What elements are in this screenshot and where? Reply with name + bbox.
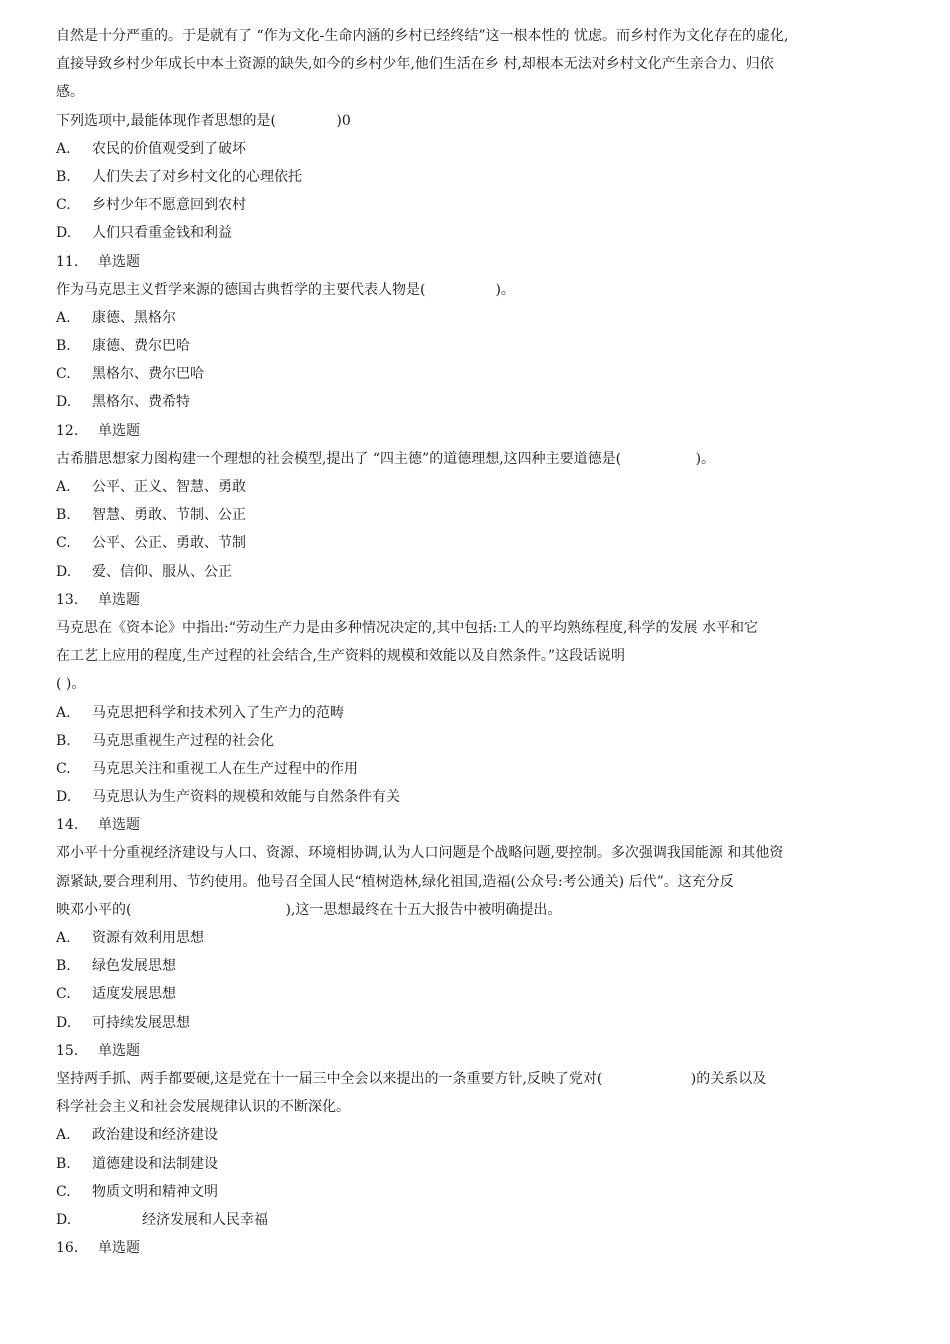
question-header (56, 811, 898, 839)
question-12 (56, 417, 898, 586)
question-number: 13. (56, 591, 79, 608)
option-b: B. 人们失去了对乡村文化的心理依托 (56, 168, 302, 185)
question-16 (56, 1234, 898, 1262)
question-13 (56, 586, 898, 812)
option-c: C. 黑格尔、费尔巴哈 (56, 366, 204, 383)
option-d: D. 爱、信仰、服从、公正 (56, 563, 232, 580)
option-b: B. 绿色发展思想 (56, 958, 176, 975)
question-stem: 在工艺上应用的程度,生产过程的社会结合,生产资料的规模和效能以及自然条件。”这段话说明 (56, 648, 626, 665)
question-header (56, 248, 898, 276)
option-c: C. 乡村少年不愿意回到农村 (56, 197, 246, 214)
question-stem: 映邓小平的( ),这一思想最终在十五大报告中被明确提出。 (56, 901, 562, 918)
question-14 (56, 811, 898, 1037)
option-a: A. 马克思把科学和技术列入了生产力的范畴 (56, 704, 344, 721)
option-d: D. 可持续发展思想 (56, 1014, 190, 1031)
question-header (56, 417, 898, 445)
passage-line: 感。 (56, 84, 84, 101)
passage-line: 直接导致乡村少年成长中本土资源的缺失,如今的乡村少年,他们生活在乡 村,却根本无法对乡村文化产生亲合力、归依 (56, 56, 774, 73)
option-d: D. 经济发展和人民幸福 (56, 1211, 268, 1228)
question-number: 12. (56, 422, 79, 439)
question-stem: 源紧缺,要合理利用、节约使用。他号召全国人民“植树造林,绿化祖国,造福(公众号:考公通关) 后代”。这充分反 (56, 873, 734, 890)
option-c: C. 公平、公正、勇敢、节制 (56, 535, 246, 552)
question-stem: 作为马克思主义哲学来源的德国古典哲学的主要代表人物是( )。 (56, 281, 515, 298)
question-stem: 下列选项中,最能体现作者思想的是( )0 (56, 112, 351, 129)
option-c: C. 适度发展思想 (56, 986, 176, 1003)
question-stem: 马克思在《资本论》中指出:“劳动生产力是由多种情况决定的,其中包括:工人的平均熟练程度,科学的发展 水平和它 (56, 619, 758, 636)
question-header (56, 586, 898, 614)
question-header (56, 1037, 898, 1065)
option-c: C. 物质文明和精神文明 (56, 1183, 218, 1200)
question-15 (56, 1037, 898, 1234)
question-stem: ( )。 (56, 676, 86, 693)
question-header (56, 1234, 898, 1262)
option-b: B. 智慧、勇敢、节制、公正 (56, 507, 246, 524)
question-type: 单选题 (98, 591, 140, 608)
question-type: 单选题 (98, 817, 140, 834)
option-a: A. 资源有效利用思想 (56, 930, 204, 946)
passage-line: 自然是十分严重的。于是就有了 “作为文化-生命内涵的乡村已经终结”这一根本性的 忧虑。而乡村作为文化存在的虚化, (56, 28, 789, 44)
question-stem: 坚持两手抓、两手都要硬,这是党在十一届三中全会以来提出的一条重要方针,反映了党对( )的关系以及 (56, 1070, 767, 1087)
question-type: 单选题 (98, 422, 140, 439)
question-10 (56, 22, 898, 248)
option-a: A. 政治建设和经济建设 (56, 1127, 218, 1144)
option-b: B. 康德、费尔巴哈 (56, 338, 190, 355)
option-a: A. 公平、正义、智慧、勇敢 (56, 479, 246, 495)
option-a: A. 康德、黑格尔 (56, 309, 176, 326)
option-d: D. 人们只看重金钱和利益 (56, 225, 232, 242)
option-a: A. 农民的价值观受到了破坏 (56, 140, 246, 157)
exam-page (56, 22, 898, 1262)
question-11 (56, 248, 898, 417)
option-c: C. 马克思关注和重视工人在生产过程中的作用 (56, 760, 358, 777)
question-number: 15. (56, 1042, 79, 1059)
option-b: B. 道德建设和法制建设 (56, 1155, 218, 1172)
question-stem: 邓小平十分重视经济建设与人口、资源、环境相协调,认为人口问题是个战略问题,要控制。多次强调我国能源 和其他资 (56, 845, 784, 862)
question-number: 14. (56, 817, 79, 834)
question-number: 11. (56, 253, 79, 270)
option-b: B. 马克思重视生产过程的社会化 (56, 732, 274, 749)
question-stem: 科学社会主义和社会发展规律认识的不断深化。 (56, 1099, 350, 1116)
question-number: 16. (56, 1240, 79, 1257)
option-d: D. 黑格尔、费希特 (56, 394, 190, 411)
option-d: D. 马克思认为生产资料的规模和效能与自然条件有关 (56, 789, 400, 806)
question-type: 单选题 (98, 1042, 140, 1059)
question-stem: 古希腊思想家力图构建一个理想的社会模型,提出了 “四主德”的道德理想,这四种主要道德是( )。 (56, 450, 716, 467)
question-type: 单选题 (98, 1240, 140, 1257)
question-type: 单选题 (98, 253, 140, 270)
